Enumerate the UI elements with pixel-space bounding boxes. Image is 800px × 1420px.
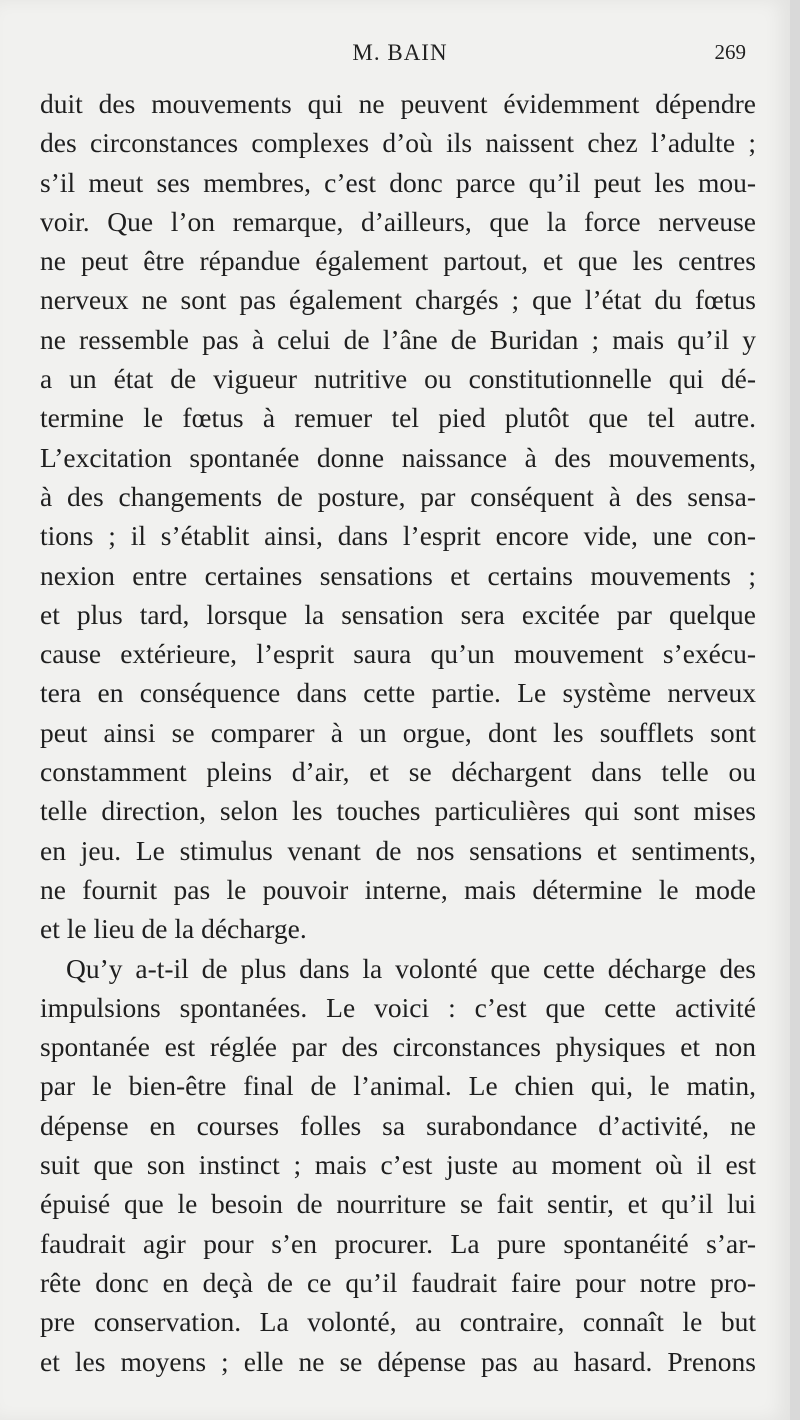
text-line: constamment pleins d’air, et se déchargent dans telle ou — [40, 756, 756, 788]
body-text — [40, 84, 756, 1381]
text-line: ne ressemble pas à celui de l’âne de Buridan ; mais qu’il y — [40, 323, 756, 355]
text-line: duit des mouvements qui ne peuvent évidemment dépendre — [40, 88, 756, 119]
text-line: suit que son instinct ; mais c’est juste au moment où il est — [40, 1149, 756, 1181]
text-line: dépense en courses folles sa surabondance d’activité, ne — [40, 1109, 756, 1141]
text-line: voir. Que l’on remarque, d’ailleurs, que la force nerveuse — [40, 205, 756, 237]
text-line: a un état de vigueur nutritive ou constitutionnelle qui dé- — [40, 363, 756, 395]
paragraph — [40, 84, 756, 949]
text-line: spontanée est réglée par des circonstances physiques et non — [40, 1031, 756, 1063]
text-line: Qu’y a-t-il de plus dans la volonté que cette décharge des — [66, 952, 756, 984]
text-line: et le lieu de la décharge. — [40, 913, 307, 945]
page-header — [40, 40, 760, 76]
text-line: et les moyens ; elle ne se dépense pas au hasard. Prenons — [40, 1345, 756, 1377]
text-line: épuisé que le besoin de nourriture se fait sentir, et qu’il lui — [40, 1188, 756, 1220]
text-line: s’il meut ses membres, c’est donc parce qu’il peut les mou- — [40, 166, 756, 198]
text-line: rête donc en deçà de ce qu’il faudrait faire pour notre pro- — [40, 1266, 756, 1298]
text-line: peut ainsi se comparer à un orgue, dont les soufflets sont — [40, 716, 756, 748]
text-line: L’excitation spontanée donne naissance à des mouvements, — [40, 441, 756, 473]
text-line: en jeu. Le stimulus venant de nos sensations et sentiments, — [40, 834, 756, 866]
text-line: et plus tard, lorsque la sensation sera excitée par quelque — [40, 598, 756, 630]
text-line: termine le fœtus à remuer tel pied plutôt que tel autre. — [40, 402, 756, 434]
text-line: cause extérieure, l’esprit saura qu’un mouvement s’exécu- — [40, 638, 756, 670]
text-line: nexion entre certaines sensations et certains mouvements ; — [40, 559, 756, 591]
text-line: impulsions spontanées. Le voici : c’est que cette activité — [40, 991, 756, 1023]
paragraph — [40, 949, 756, 1381]
text-line: à des changements de posture, par conséquent à des sensa- — [40, 480, 756, 512]
text-line: ne fournit pas le pouvoir interne, mais détermine le mode — [40, 873, 756, 905]
text-line: tions ; il s’établit ainsi, dans l’esprit encore vide, une con- — [40, 520, 756, 552]
text-line: telle direction, selon les touches particulières qui sont mises — [40, 795, 756, 827]
running-head: M. BAIN — [352, 40, 448, 65]
text-line: nerveux ne sont pas également chargés ; que l’état du fœtus — [40, 284, 756, 316]
page-number: 269 — [714, 40, 746, 64]
text-line: par le bien-être final de l’animal. Le chien qui, le matin, — [40, 1070, 756, 1102]
text-line: tera en conséquence dans cette partie. Le système nerveux — [40, 677, 756, 709]
text-line: faudrait agir pour s’en procurer. La pure spontanéité s’ar- — [40, 1227, 756, 1259]
text-line: des circonstances complexes d’où ils naissent chez l’adulte ; — [40, 127, 756, 159]
text-line: ne peut être répandue également partout, et que les centres — [40, 245, 756, 277]
text-line: pre conservation. La volonté, au contraire, connaît le but — [40, 1306, 756, 1338]
